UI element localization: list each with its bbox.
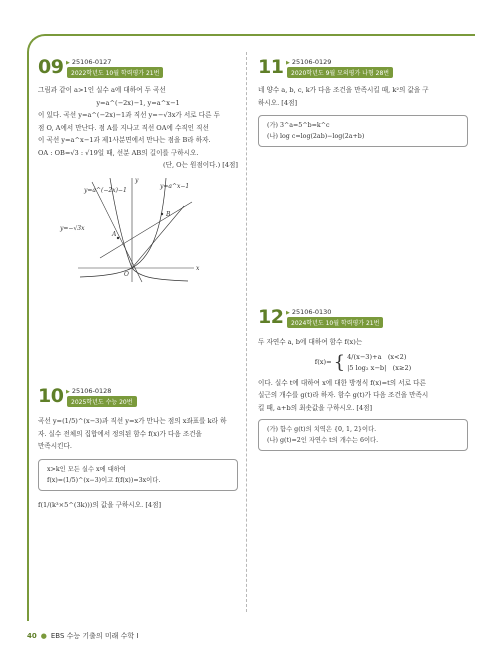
question-text-line: 킬 때, a+b의 최솟값을 구하시오. [4점] <box>258 403 373 412</box>
question-text-line: 두 자연수 a, b에 대하여 함수 f(x)는 <box>258 338 363 346</box>
question-code: ▶ 25106-0127 <box>66 58 112 66</box>
column-divider <box>246 52 247 612</box>
label-line: y=−√3x <box>60 224 85 232</box>
label-A: A <box>112 230 117 238</box>
segment-OB <box>132 206 184 268</box>
bullet-icon: ● <box>40 632 47 640</box>
piecewise-lhs: f(x)= <box>314 358 332 367</box>
condition-box <box>38 459 238 491</box>
question-source-badge: 2024학년도 10월 학력평가 21번 <box>287 317 383 328</box>
question-text-line: 실근의 개수를 g(t)라 하자. 함수 g(t)가 다음 조건을 만족시 <box>258 391 429 399</box>
page-number: 40 <box>27 632 37 640</box>
condition-line: f(x)=(1/5)^(x−3)이고 f(f(x))=3x이다. <box>47 476 161 484</box>
label-O: O <box>124 270 129 278</box>
condition-line: (가) 함수 g(t)의 치역은 {0, 1, 2}이다. <box>267 426 377 433</box>
question-10-header <box>38 387 238 409</box>
question-11-header <box>258 58 468 80</box>
q09-graph <box>38 174 238 286</box>
question-number: 12 <box>258 306 284 328</box>
condition-line: x>k인 모든 실수 x에 대하여 <box>47 465 126 473</box>
case-2: |5 log₂ x−b| <box>347 363 387 372</box>
question-source-badge: 2025학년도 수능 20번 <box>67 396 137 407</box>
question-text-line: OA : OB=√3 : √19일 때, 선분 AB의 길이를 구하시오. <box>38 148 199 157</box>
label-B: B <box>166 210 171 218</box>
label-x: x <box>196 264 200 272</box>
question-text-line: 이 있다. 곡선 y=a^(−2x)−1과 직선 y=−√3x가 서로 다른 두 <box>38 111 220 119</box>
condition-line: (가) 3^a=5^b=k^c <box>267 122 330 129</box>
question-11 <box>258 58 468 147</box>
question-12 <box>258 308 468 451</box>
question-number: 11 <box>258 56 284 78</box>
triangle-icon: ▶ <box>66 60 70 66</box>
question-text-line: 네 양수 a, b, c, k가 다음 조건을 만족시킬 때, k²의 값을 구 <box>258 86 429 94</box>
question-number: 10 <box>38 385 64 407</box>
perpendicular-line <box>100 202 192 258</box>
label-left-curve: y=a^(−2x)−1 <box>84 186 127 194</box>
triangle-icon: ▶ <box>286 60 290 66</box>
label-y: y <box>135 176 139 184</box>
book-title: EBS 수능 기출의 미래 수학 Ⅰ <box>50 632 139 640</box>
question-code: ▶ 25106-0129 <box>286 58 332 66</box>
case-1: 4/(x−3)+a <box>347 352 382 361</box>
question-text-line: 하시오. [4점] <box>258 98 298 107</box>
page-footer <box>27 631 138 641</box>
line-neg-sqrt3x <box>92 182 142 282</box>
point-B <box>161 212 163 214</box>
question-text-line: 자. 실수 전체의 집합에서 정의된 함수 f(x)가 다음 조건을 <box>38 429 202 438</box>
condition-box <box>258 419 468 451</box>
question-12-header <box>258 308 468 330</box>
left-brace: { <box>333 351 346 373</box>
question-09-header <box>38 58 238 80</box>
question-text-line: 만족시킨다. <box>38 442 72 450</box>
condition-line: (나) g(t)=2인 자연수 t의 개수는 6이다. <box>267 437 379 444</box>
question-source-badge: 2022학년도 10월 학력평가 21번 <box>67 67 163 78</box>
question-ask-line: f(1/(k³×5^(3k)))의 값을 구하시오. [4점] <box>38 500 162 509</box>
question-code: ▶ 25106-0128 <box>66 387 112 395</box>
question-source-badge: 2020학년도 9월 모의평가 나형 28번 <box>287 67 393 78</box>
triangle-icon: ▶ <box>286 310 290 316</box>
triangle-icon: ▶ <box>66 389 70 395</box>
point-A <box>117 236 119 238</box>
question-number: 09 <box>38 56 64 78</box>
question-formula-line: y=a^(−2x)−1, y=a^x−1 <box>96 98 180 107</box>
question-text-line: 점 O, A에서 만난다. 점 A를 지나고 직선 OA에 수직인 직선 <box>38 123 209 132</box>
piecewise-function <box>258 352 468 374</box>
question-text-line: 이다. 실수 t에 대하여 x에 대한 방정식 f(x)=t의 서로 다른 <box>258 378 426 387</box>
question-09 <box>38 58 238 286</box>
question-text-line: 그림과 같이 a>1인 실수 a에 대하여 두 곡선 <box>38 86 166 94</box>
question-text-line: 곡선 y=(1/5)^(x−3)과 직선 y=x가 만나는 점의 x좌표를 k라 하 <box>38 417 227 425</box>
condition-1: (x<2) <box>387 352 407 361</box>
condition-line: (나) log c=log(2ab)−log(2a+b) <box>267 133 365 140</box>
question-text-line: (단, O는 원점이다.) [4점] <box>163 161 238 169</box>
condition-box <box>258 115 468 147</box>
condition-2: (x≥2) <box>392 363 412 372</box>
question-text-line: 이 곡선 y=a^x−1과 제1사분면에서 만나는 점을 B라 하자. <box>38 136 211 144</box>
question-10 <box>38 387 238 511</box>
question-code: ▶ 25106-0130 <box>286 308 332 316</box>
label-right-curve: y=a^x−1 <box>160 182 190 190</box>
